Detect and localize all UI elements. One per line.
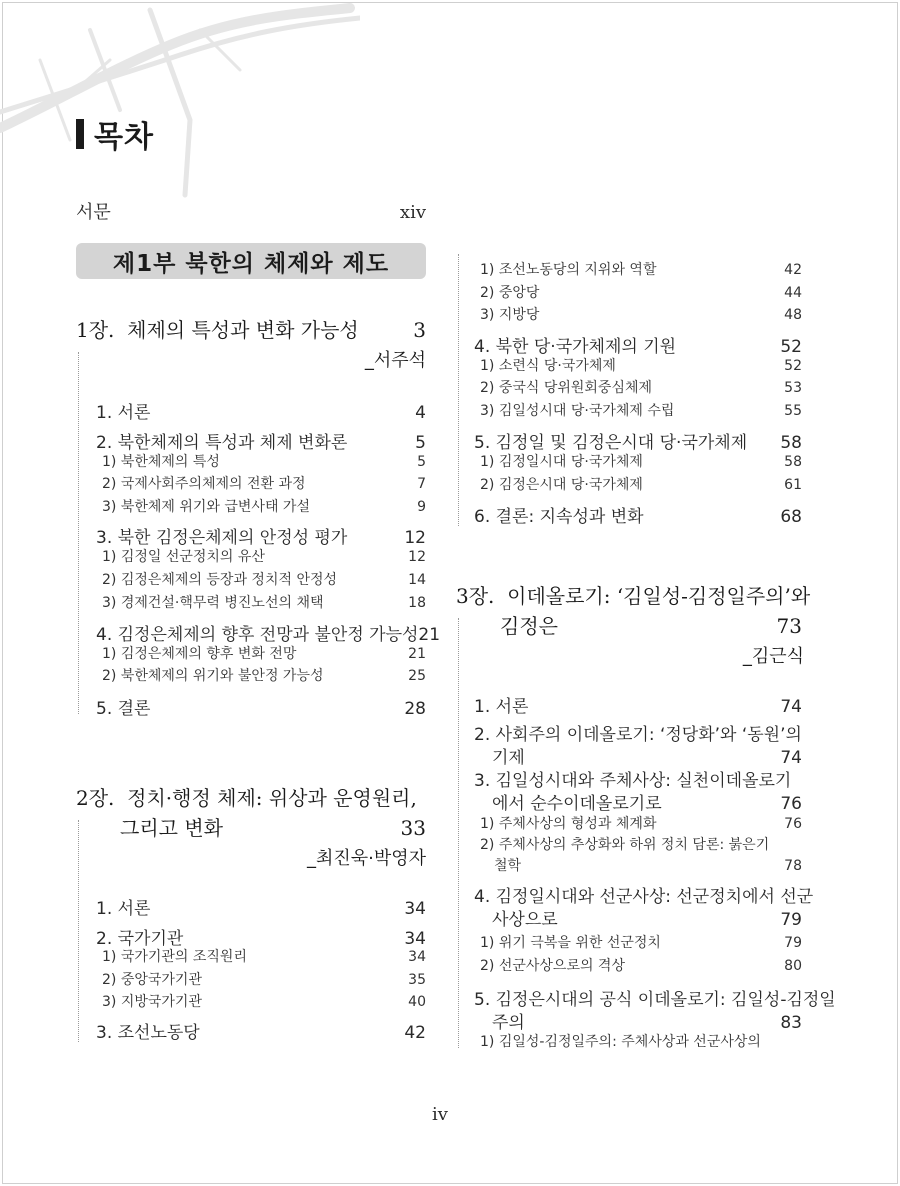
toc-subentry[interactable] [102, 473, 426, 493]
toc-entry-page: 55 [784, 403, 802, 419]
toc-entry-label: 2. 국가기관 [96, 929, 184, 949]
toc-entry[interactable] [474, 428, 802, 453]
toc-entry-page: 40 [408, 994, 426, 1010]
toc-entry-page: 18 [408, 595, 426, 611]
toc-subentry[interactable] [480, 377, 802, 397]
toc-entry-label: 3) 지방국가기관 [102, 994, 202, 1010]
chapter3-title-line2: 김정은 [500, 614, 558, 638]
preface-row [76, 198, 426, 224]
toc-entry-page: 42 [784, 262, 802, 278]
toc-entry-page: 4 [415, 403, 426, 423]
toc-entry[interactable] [96, 1018, 426, 1043]
chapter2-dotted-rule [78, 820, 79, 1042]
toc-subentry[interactable] [480, 451, 802, 471]
toc-entry[interactable] [474, 692, 802, 717]
toc-entry-row[interactable] [494, 855, 802, 875]
toc-subentry[interactable] [480, 474, 802, 494]
toc-subentry[interactable] [480, 813, 802, 833]
toc-subentry[interactable] [102, 569, 426, 589]
toc-entry-page: 28 [404, 699, 426, 719]
toc-entry-label: 3. 북한 김정은체제의 안정성 평가 [96, 528, 348, 548]
heading-bar [76, 119, 84, 149]
toc-entry-page: 61 [784, 477, 802, 493]
chapter2-author: _최진욱·박영자 [306, 848, 426, 869]
toc-entry-page: 42 [404, 1023, 426, 1043]
toc-entry-page: 7 [417, 476, 426, 492]
toc-subentry[interactable] [102, 946, 426, 966]
toc-entry-label: 1) 북한체제의 특성 [102, 454, 220, 470]
toc-entry[interactable] [96, 620, 441, 645]
toc-entry-label-cont: 기제 [492, 748, 525, 768]
chapter1-heading [76, 314, 426, 343]
toc-subentry[interactable] [480, 400, 802, 420]
chapter2-heading-line2 [120, 812, 426, 841]
toc-subentry[interactable] [102, 546, 426, 566]
toc-entry-label[interactable]: 2) 주체사상의 추상화와 하위 정치 담론: 붉은기 [480, 837, 770, 853]
toc-subentry[interactable] [102, 451, 426, 471]
toc-entry-page: 34 [408, 949, 426, 965]
preface-page: xiv [399, 202, 426, 223]
toc-entry[interactable] [474, 332, 802, 357]
chapter2-heading-line1 [76, 782, 417, 811]
toc-entry[interactable] [96, 894, 426, 919]
toc-entry-page: 12 [408, 549, 426, 565]
toc-subentry[interactable] [102, 991, 426, 1011]
toc-entry-page: 83 [780, 1013, 802, 1033]
chapter1-title: 체제의 특성과 변화 가능성 [127, 318, 359, 342]
chapter1-number: 1장. [76, 318, 115, 342]
toc-entry[interactable] [96, 398, 426, 423]
chapter2-page: 33 [400, 816, 426, 840]
page-title: 목차 [94, 120, 154, 155]
toc-entry-page: 35 [408, 972, 426, 988]
toc-entry-page: 58 [780, 433, 802, 453]
toc-entry-label: 5. 결론 [96, 699, 151, 719]
toc-entry[interactable] [474, 502, 802, 527]
toc-subentry[interactable] [102, 592, 426, 612]
toc-entry[interactable] [96, 428, 426, 453]
toc-entry-label: 5. 김정일 및 김정은시대 당·국가체제 [474, 433, 748, 453]
toc-entry-row[interactable] [492, 789, 802, 814]
chapter1-page: 3 [413, 318, 426, 342]
toc-entry-page: 78 [784, 858, 802, 874]
chapter3-title-line1: 이데올로기: ‘김일성-김정일주의’와 [507, 584, 811, 608]
toc-entry-label: 3) 북한체제 위기와 급변사태 가설 [102, 499, 310, 515]
toc-subentry[interactable] [480, 932, 802, 952]
barbed-wire-decoration [0, 0, 360, 210]
toc-entry-page: 9 [417, 499, 426, 515]
right-column-dotted-rule-top [458, 254, 459, 526]
chapter1-author: _서주석 [364, 350, 426, 371]
toc-entry-label: 2) 국제사회주의체제의 전환 과정 [102, 476, 306, 492]
toc-entry-label: 1) 김정일시대 당·국가체제 [480, 454, 643, 470]
chapter3-number: 3장. [456, 584, 495, 608]
toc-entry-label-cont: 사상으로 [492, 910, 558, 930]
toc-subentry[interactable] [102, 496, 426, 516]
preface-label: 서문 [76, 202, 111, 223]
chapter3-author: _김근식 [742, 646, 804, 667]
toc-entry-page: 79 [780, 910, 802, 930]
chapter3-heading-line2 [500, 610, 802, 639]
toc-entry-label[interactable]: 5. 김정은시대의 공식 이데올로기: 김일성-김정일 [474, 990, 836, 1010]
toc-entry-label[interactable]: 4. 김정일시대와 선군사상: 선군정치에서 선군 [474, 887, 814, 907]
chapter1-dotted-rule [78, 352, 79, 714]
toc-entry-row[interactable] [492, 1008, 802, 1033]
part-banner: 제1부 북한의 체제와 제도 [76, 243, 426, 279]
toc-entry-label: 2) 김정은체제의 등장과 정치적 안정성 [102, 572, 338, 588]
toc-entry-label-cont: 주의 [492, 1013, 525, 1033]
chapter2-title-line2: 그리고 변화 [120, 816, 223, 840]
toc-entry-label: 6. 결론: 지속성과 변화 [474, 507, 644, 527]
toc-entry-page: 74 [780, 697, 802, 717]
toc-entry[interactable] [96, 694, 426, 719]
toc-entry-row[interactable] [492, 743, 802, 768]
toc-entry-label: 1) 주체사상의 형성과 체계화 [480, 816, 657, 832]
toc-entry-row[interactable] [492, 905, 802, 930]
toc-entry-page: 76 [780, 794, 802, 814]
toc-entry-label: 3) 지방당 [480, 307, 540, 323]
toc-entry-label[interactable]: 2. 사회주의 이데올로기: ‘정당화’와 ‘동원’의 [474, 725, 802, 745]
toc-entry-page: 76 [784, 816, 802, 832]
toc-entry-label: 2) 중국식 당위원회중심체제 [480, 380, 653, 396]
toc-entry-page: 79 [784, 935, 802, 951]
toc-entry-label: 1) 소련식 당·국가체제 [480, 358, 616, 374]
toc-entry-label-cont: 에서 순수이데올로기로 [492, 794, 662, 814]
toc-entry-label: 1) 조선노동당의 지위와 역할 [480, 262, 657, 278]
toc-entry-page: 25 [408, 668, 426, 684]
toc-entry-label: 1) 위기 극복을 위한 선군정치 [480, 935, 661, 951]
chapter3-page: 73 [776, 614, 802, 638]
toc-entry-label: 1) 김일성-김정일주의: 주체사상과 선군사상의 [480, 1034, 761, 1050]
toc-entry-page: 34 [404, 899, 426, 919]
toc-entry-page: 5 [415, 433, 426, 453]
toc-entry-label: 1) 국가기관의 조직원리 [102, 949, 247, 965]
toc-entry-page: 34 [404, 929, 426, 949]
chapter2-title-line1: 정치·행정 체제: 위상과 운영원리, [127, 786, 417, 810]
toc-subentry[interactable] [480, 282, 802, 302]
toc-subentry[interactable] [480, 259, 802, 279]
chapter3-heading-line1 [456, 580, 810, 609]
toc-entry-label: 2) 중앙당 [480, 285, 540, 301]
toc-entry-page: 12 [404, 528, 426, 548]
toc-heading [76, 114, 154, 154]
toc-entry-label: 4. 김정은체제의 향후 전망과 불안정 가능성 [96, 625, 419, 645]
toc-entry-page: 68 [780, 507, 802, 527]
toc-entry-page: 52 [784, 358, 802, 374]
toc-entry-label: 1. 서론 [474, 697, 529, 717]
toc-entry-label: 1. 서론 [96, 403, 151, 423]
toc-entry-label[interactable]: 3. 김일성시대와 주체사상: 실천이데올로기 [474, 771, 792, 791]
toc-entry-page: 74 [780, 748, 802, 768]
toc-subentry[interactable] [102, 665, 426, 685]
toc-subentry[interactable] [102, 643, 426, 663]
toc-entry-label: 1) 김정일 선군정치의 유산 [102, 549, 265, 565]
toc-subentry[interactable] [480, 304, 802, 324]
page-number: iv [432, 1104, 448, 1125]
toc-entry-label: 2) 중앙국가기관 [102, 972, 202, 988]
toc-entry-label-cont: 철학 [494, 858, 522, 874]
chapter2-number: 2장. [76, 786, 115, 810]
toc-entry-page: 80 [784, 958, 802, 974]
toc-entry-label: 4. 북한 당·국가체제의 기원 [474, 337, 677, 357]
toc-entry-label: 3) 김일성시대 당·국가체제 수립 [480, 403, 675, 419]
toc-subentry[interactable] [480, 1031, 802, 1051]
toc-entry-page: 52 [780, 337, 802, 357]
toc-entry-page: 48 [784, 307, 802, 323]
toc-entry-label: 3. 조선노동당 [96, 1023, 200, 1043]
toc-subentry[interactable] [102, 969, 426, 989]
toc-entry-label: 1. 서론 [96, 899, 151, 919]
toc-entry-label: 2) 김정은시대 당·국가체제 [480, 477, 643, 493]
toc-entry-label: 1) 김정은체제의 향후 변화 전망 [102, 646, 297, 662]
toc-entry-label: 2. 북한체제의 특성과 체제 변화론 [96, 433, 348, 453]
toc-entry-page: 21 [418, 625, 441, 645]
toc-entry-page: 53 [784, 380, 802, 396]
toc-entry-label: 2) 북한체제의 위기와 불안정 가능성 [102, 668, 324, 684]
toc-subentry[interactable] [480, 955, 802, 975]
toc-entry-page: 58 [784, 454, 802, 470]
toc-entry-page: 21 [408, 646, 426, 662]
toc-entry-page: 14 [408, 572, 426, 588]
toc-entry-label: 3) 경제건설·핵무력 병진노선의 채택 [102, 595, 324, 611]
toc-entry-page: 44 [784, 285, 802, 301]
toc-entry-page: 5 [417, 454, 426, 470]
toc-entry-label: 2) 선군사상으로의 격상 [480, 958, 625, 974]
toc-subentry[interactable] [480, 355, 802, 375]
chapter3-dotted-rule [458, 618, 459, 1048]
toc-entry[interactable] [96, 523, 426, 548]
